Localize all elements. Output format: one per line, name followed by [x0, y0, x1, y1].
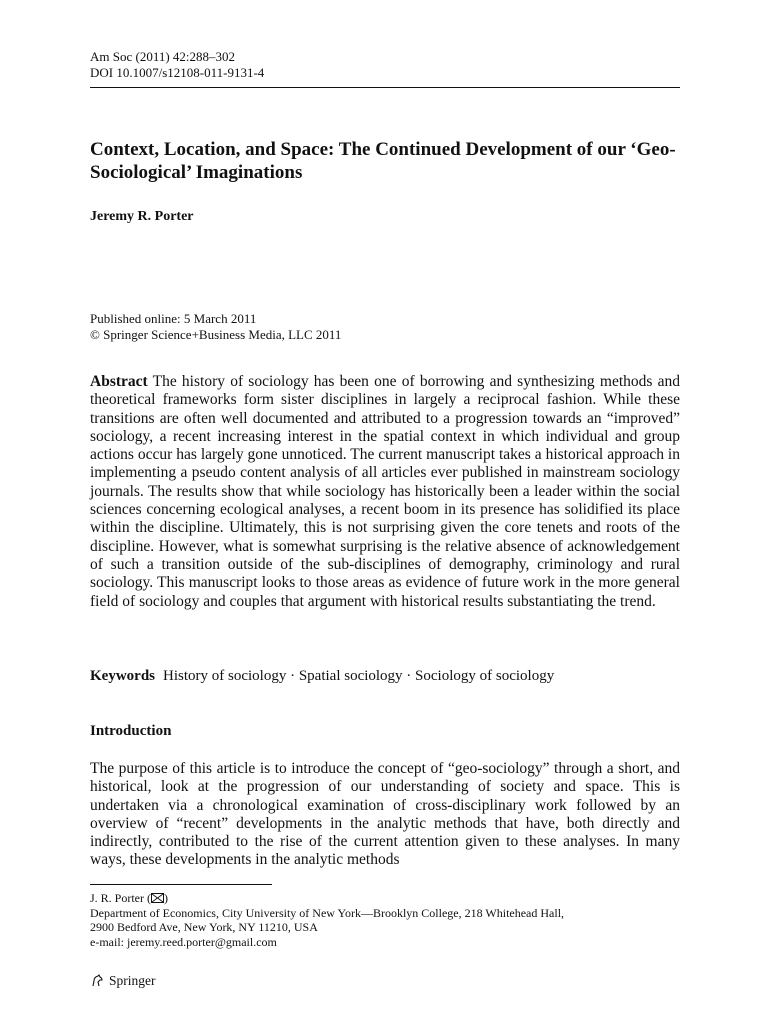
doi: DOI 10.1007/s12108-011-9131-4 [90, 65, 265, 80]
keywords [90, 668, 554, 685]
header-rule [90, 87, 680, 88]
publisher-logo [90, 973, 156, 989]
publication-info [90, 311, 341, 343]
footnote-email: e-mail: jeremy.reed.porter@gmail.com [90, 934, 277, 949]
envelope-icon [151, 893, 164, 903]
abstract-text: The history of sociology has been one of borrowing and synthesizing methods and theoretical frameworks form sister disciplines in largely a reciprocal fashion. While these transitions are often well documented and attributed to a progression towards an “improved” sociology, a recent increasing interest in the spatial context in which individual and group actions occur has largely gone unnoticed. The current manuscript takes a historical approach in implementing a pseudo content analysis of all articles ever published in mainstream sociology journals. The results show that while sociology has historically been a leader within the social sciences concerning ecological analyses, a recent boom in its presence has solidified its place within the discipline. Ultimately, this is not surprising given the core tenets and roots of the discipline. However, what is somewhat surprising is the relative absence of acknowledgement of such a transition outside of the sub-disciplines of demography, criminology and rural sociology. This manuscript looks to those areas as evidence of future work in the more general field of sociology and couples that argument with historical results substantiating the trend. [90, 373, 680, 610]
copyright: © Springer Science+Business Media, LLC 2011 [90, 327, 342, 342]
footnote-author: J. R. Porter ( ) [90, 891, 168, 905]
article-author: Jeremy R. Porter [90, 209, 194, 224]
citation: Am Soc (2011) 42:288–302 [90, 49, 236, 64]
introduction-text: The purpose of this article is to introduce the concept of “geo-sociology” through a short, and historical, look at the progression of our understanding of society and space. This is undertaken via a chronological examination of cross-disciplinary work followed by an overview of “recent” developments in the analytic methods that have, both directly and indirectly, contributed to the rise of the current attention given to these analyses. In many ways, these developments in the analytic methods [90, 760, 680, 869]
published-date: Published online: 5 March 2011 [90, 311, 257, 326]
springer-horse-icon [90, 974, 104, 988]
keywords-text: History of sociology · Spatial sociology · Sociology of sociology [163, 668, 555, 684]
abstract-label: Abstract [90, 373, 148, 390]
article-title: Context, Location, and Space: The Continued Development of our ‘Geo-Sociological’ Imaginations [90, 139, 676, 183]
footnote-address: 2900 Bedford Ave, New York, NY 11210, USA [90, 920, 318, 934]
footnote [90, 891, 564, 949]
keywords-label: Keywords [90, 668, 155, 684]
section-heading: Introduction [90, 723, 172, 739]
journal-header [90, 49, 264, 81]
abstract [90, 373, 680, 611]
publisher-name: Springer [109, 973, 156, 988]
footnote-dept: Department of Economics, City University of New York—Brooklyn College, 218 Whitehead Hall, [90, 905, 565, 920]
footnote-rule [90, 884, 272, 885]
